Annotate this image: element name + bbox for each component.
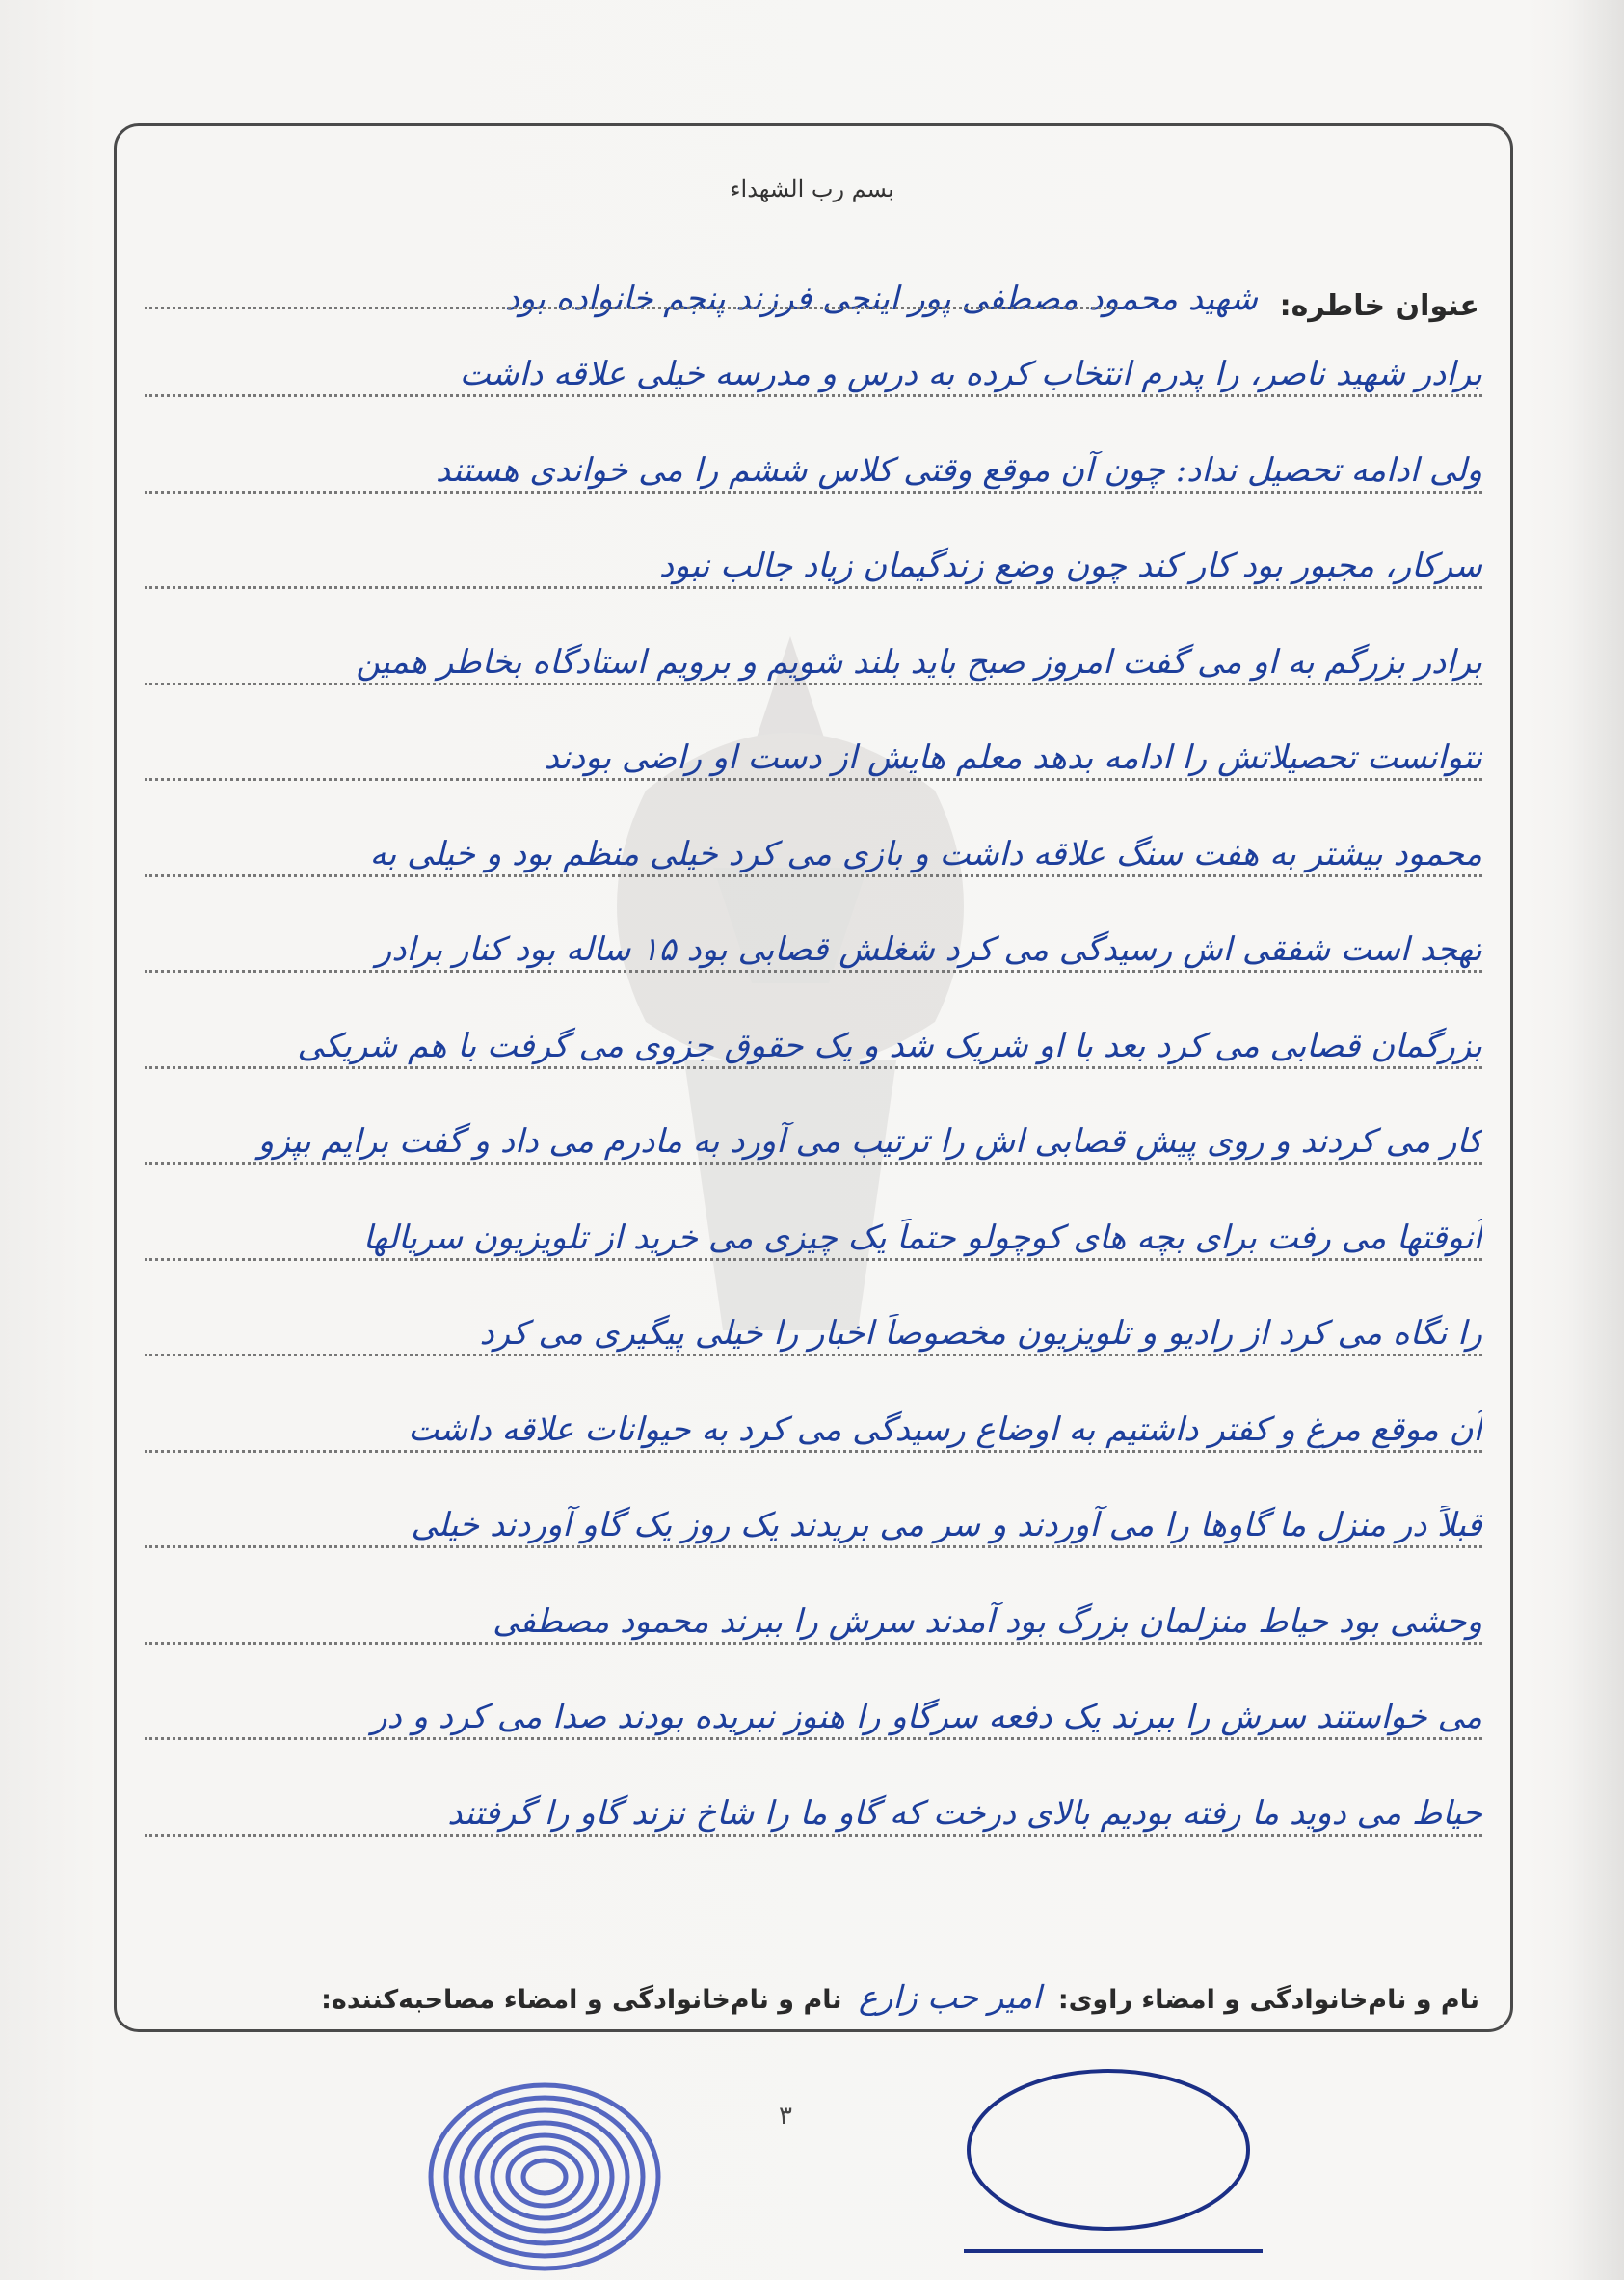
handwritten-text: تهجد است شفقی اش رسیدگی می کرد شغلش قصابی بود ۱۵ ساله بود کنار برادر [375, 930, 1482, 969]
narrative-line [145, 541, 1482, 599]
dotted-rule [145, 970, 1482, 973]
dotted-rule [145, 1545, 1482, 1548]
narrative-line [145, 1692, 1482, 1750]
title-label: عنوان خاطره: [1279, 289, 1479, 323]
narrative-line [145, 733, 1482, 791]
dotted-rule [145, 778, 1482, 781]
narrative-line [145, 349, 1482, 407]
interviewee-label: نام و نام‌خانوادگی و امضاء راوی: [1057, 1985, 1479, 2015]
handwritten-text: نتوانست تحصیلاتش را ادامه بدهد معلم هایش از دست او راضی بودند [544, 738, 1482, 777]
narrative-line [145, 1405, 1482, 1462]
narrative-line [145, 637, 1482, 695]
narrative-line [145, 1213, 1482, 1271]
dotted-rule [145, 586, 1482, 589]
interviewer-label: نام و نام‌خانوادگی و امضاء مصاحبه‌کننده: [321, 1985, 842, 2015]
handwritten-text: حیاط می دوید ما رفته بودیم بالای درخت که گاو ما را شاخ نزند گاو را گرفتند [447, 1793, 1482, 1833]
handwritten-text: برادر شهید ناصر، را پدرم انتخاب کرده به درس و مدرسه خیلی علاقه داشت [459, 355, 1482, 393]
handwritten-text: کار می کردند و روی پیش قصابی اش را ترتیب می آورد به مادرم می داد و گفت برایم بپزو [257, 1122, 1482, 1161]
handwritten-text: قبلاً در منزل ما گاوها را می آوردند و سر می بریدند یک روز یک گاو آوردند خیلی [411, 1506, 1482, 1544]
narrative-line [145, 1021, 1482, 1079]
narrative-line [145, 925, 1482, 982]
handwritten-text: وحشی بود حیاط منزلمان بزرگ بود آمدند سرش را ببرند محمود مصطفی [493, 1601, 1482, 1641]
signature-icon [954, 2053, 1272, 2275]
dotted-rule [145, 874, 1482, 877]
handwritten-text: بزرگمان قصابی می کرد بعد با او شریک شد و یک حقوق جزوی می گرفت با هم شریکی [297, 1026, 1482, 1065]
narrative-line [145, 1308, 1482, 1366]
dotted-rule [145, 394, 1482, 397]
handwritten-text: آنوقتها می رفت برای بچه های کوچولو حتماً یک چیزی می خرید از تلویزیون سریالها [362, 1218, 1482, 1257]
narrative-line [145, 1596, 1482, 1654]
narrative-line [145, 445, 1482, 503]
dotted-rule [145, 683, 1482, 685]
dotted-rule [145, 1642, 1482, 1645]
page-number: ۳ [779, 2102, 792, 2131]
interviewer-name: امیر حب زارع [858, 1978, 1042, 2016]
narrative-line [145, 1788, 1482, 1846]
footer-signature-fields [145, 1978, 1479, 2016]
dotted-rule [145, 1834, 1482, 1837]
narrative-line [145, 1116, 1482, 1174]
handwritten-text: برادر بزرگم به او می گفت امروز صبح باید بلند شویم و برویم استادگاه بخاطر همین [356, 642, 1482, 682]
narrative-line [145, 1500, 1482, 1558]
handwritten-text: آن موقع مرغ و کفتر داشتیم به اوضاع رسیدگی می کرد به حیوانات علاقه داشت [408, 1409, 1482, 1449]
dotted-rule [145, 1258, 1482, 1261]
title-handwriting: شهید محمود مصطفی پور اینجی فرزند پنجم خانواده بود [504, 280, 1258, 318]
dotted-rule [145, 1162, 1482, 1165]
dotted-rule [145, 491, 1482, 494]
dotted-rule [145, 1354, 1482, 1356]
handwritten-text: را نگاه می کرد از رادیو و تلویزیون مخصوصاً اخبار را خیلی پیگیری می کرد [479, 1314, 1482, 1353]
title-dotted-line [145, 307, 1118, 309]
dotted-rule [145, 1450, 1482, 1453]
fingerprint-icon [414, 2063, 675, 2280]
handwritten-text: می خواستند سرش را ببرند یک دفعه سرگاو را هنوز نبریده بودند صدا می کرد و در [371, 1698, 1482, 1736]
handwritten-text: محمود بیشتر به هفت سنگ علاقه داشت و بازی می کرد خیلی منظم بود و خیلی به [369, 834, 1482, 873]
dotted-rule [145, 1737, 1482, 1740]
handwritten-text: سرکار، مجبور بود کار کند چون وضع زندگیمان زیاد جالب نبود [658, 547, 1482, 585]
handwritten-text: ولی ادامه تحصیل نداد: چون آن موقع وقتی کلاس ششم را می خواندی هستند [435, 450, 1482, 490]
narrative-line [145, 829, 1482, 887]
dotted-rule [145, 1066, 1482, 1069]
page-header: بسم رب الشهداء [730, 175, 894, 202]
page-edge-shadow [1566, 0, 1624, 2280]
